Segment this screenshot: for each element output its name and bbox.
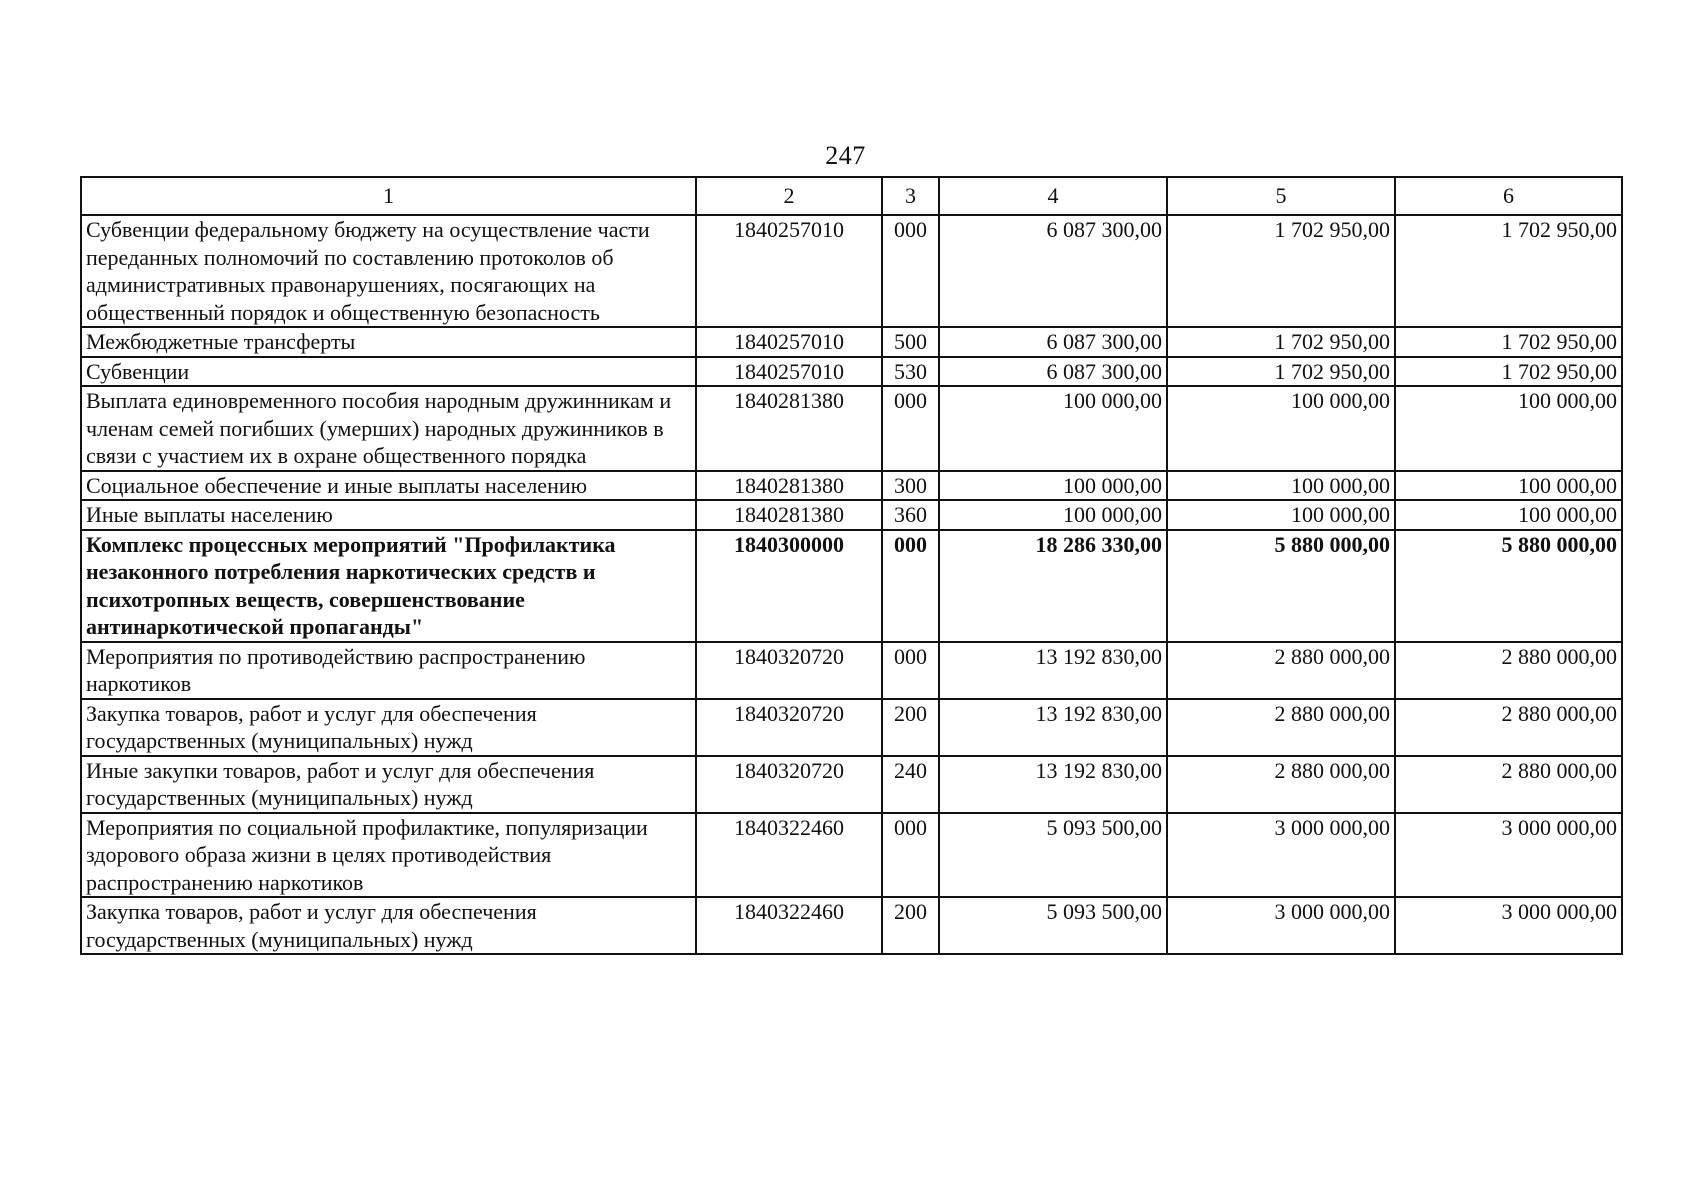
row-amount-3-cell: 3 000 000,00 [1395, 813, 1622, 898]
table-row [81, 642, 1622, 699]
row-amount-2-cell: 2 880 000,00 [1167, 756, 1395, 813]
row-code-cell: 1840257010 [696, 357, 882, 387]
row-amount-1-cell: 6 087 300,00 [939, 215, 1167, 327]
row-expense-type-cell: 000 [882, 530, 939, 642]
table-body [81, 215, 1622, 954]
row-name-cell: Закупка товаров, работ и услуг для обеспечения государственных (муниципальных) нужд [81, 897, 696, 954]
row-code-cell: 1840322460 [696, 897, 882, 954]
table-row [81, 813, 1622, 898]
row-amount-1-cell: 6 087 300,00 [939, 327, 1167, 357]
row-code-cell: 1840281380 [696, 471, 882, 501]
row-name-cell: Социальное обеспечение и иные выплаты населению [81, 471, 696, 501]
row-amount-1-cell: 5 093 500,00 [939, 813, 1167, 898]
row-amount-2-cell: 1 702 950,00 [1167, 215, 1395, 327]
row-name-cell: Комплекс процессных мероприятий "Профилактика незаконного потребления наркотических средств и психотропных веществ, совершенствование антинаркотической пропаганды" [81, 530, 696, 642]
table-row [81, 386, 1622, 471]
row-name-cell: Закупка товаров, работ и услуг для обеспечения государственных (муниципальных) нужд [81, 699, 696, 756]
budget-table [80, 176, 1623, 955]
row-amount-1-cell: 13 192 830,00 [939, 756, 1167, 813]
row-expense-type-cell: 200 [882, 699, 939, 756]
page-number: 247 [825, 141, 866, 170]
row-name-cell: Межбюджетные трансферты [81, 327, 696, 357]
table-row [81, 327, 1622, 357]
row-code-cell: 1840320720 [696, 756, 882, 813]
table-row [81, 699, 1622, 756]
row-amount-2-cell: 2 880 000,00 [1167, 699, 1395, 756]
row-amount-2-cell: 100 000,00 [1167, 500, 1395, 530]
row-code-cell: 1840281380 [696, 386, 882, 471]
row-expense-type-cell: 300 [882, 471, 939, 501]
row-amount-3-cell: 100 000,00 [1395, 500, 1622, 530]
table-row [81, 897, 1622, 954]
row-amount-2-cell: 3 000 000,00 [1167, 813, 1395, 898]
row-amount-1-cell: 18 286 330,00 [939, 530, 1167, 642]
row-expense-type-cell: 360 [882, 500, 939, 530]
row-code-cell: 1840320720 [696, 642, 882, 699]
row-code-cell: 1840257010 [696, 215, 882, 327]
row-name-cell: Субвенции федеральному бюджету на осуществление части переданных полномочий по составлению протоколов об административных правонарушениях, посягающих на общественный порядок и общественную безопасность [81, 215, 696, 327]
row-amount-3-cell: 2 880 000,00 [1395, 756, 1622, 813]
column-header-3: 3 [882, 177, 939, 215]
row-amount-1-cell: 6 087 300,00 [939, 357, 1167, 387]
row-code-cell: 1840257010 [696, 327, 882, 357]
row-code-cell: 1840300000 [696, 530, 882, 642]
row-amount-2-cell: 1 702 950,00 [1167, 357, 1395, 387]
row-name-cell: Мероприятия по противодействию распространению наркотиков [81, 642, 696, 699]
table-header-row [81, 177, 1622, 215]
row-amount-3-cell: 100 000,00 [1395, 386, 1622, 471]
row-name-cell: Иные закупки товаров, работ и услуг для обеспечения государственных (муниципальных) нужд [81, 756, 696, 813]
row-amount-2-cell: 5 880 000,00 [1167, 530, 1395, 642]
column-header-6: 6 [1395, 177, 1622, 215]
row-amount-1-cell: 100 000,00 [939, 500, 1167, 530]
row-expense-type-cell: 500 [882, 327, 939, 357]
row-amount-3-cell: 1 702 950,00 [1395, 215, 1622, 327]
table-row [81, 471, 1622, 501]
row-amount-1-cell: 100 000,00 [939, 471, 1167, 501]
row-amount-3-cell: 1 702 950,00 [1395, 327, 1622, 357]
row-expense-type-cell: 200 [882, 897, 939, 954]
row-expense-type-cell: 240 [882, 756, 939, 813]
row-amount-1-cell: 13 192 830,00 [939, 642, 1167, 699]
row-amount-1-cell: 5 093 500,00 [939, 897, 1167, 954]
row-amount-3-cell: 2 880 000,00 [1395, 642, 1622, 699]
row-name-cell: Иные выплаты населению [81, 500, 696, 530]
row-expense-type-cell: 000 [882, 813, 939, 898]
table-row [81, 500, 1622, 530]
row-amount-3-cell: 1 702 950,00 [1395, 357, 1622, 387]
row-name-cell: Мероприятия по социальной профилактике, популяризации здорового образа жизни в целях противодействия распространению наркотиков [81, 813, 696, 898]
table-row [81, 215, 1622, 327]
row-amount-2-cell: 1 702 950,00 [1167, 327, 1395, 357]
table-row [81, 530, 1622, 642]
row-code-cell: 1840322460 [696, 813, 882, 898]
row-amount-3-cell: 5 880 000,00 [1395, 530, 1622, 642]
column-header-1: 1 [81, 177, 696, 215]
row-amount-3-cell: 3 000 000,00 [1395, 897, 1622, 954]
row-expense-type-cell: 000 [882, 386, 939, 471]
row-code-cell: 1840320720 [696, 699, 882, 756]
row-expense-type-cell: 530 [882, 357, 939, 387]
table-row [81, 756, 1622, 813]
row-name-cell: Субвенции [81, 357, 696, 387]
row-amount-2-cell: 3 000 000,00 [1167, 897, 1395, 954]
row-name-cell: Выплата единовременного пособия народным дружинникам и членам семей погибших (умерших) народных дружинников в связи с участием их в охране общественного порядка [81, 386, 696, 471]
table-row [81, 357, 1622, 387]
column-header-5: 5 [1167, 177, 1395, 215]
row-code-cell: 1840281380 [696, 500, 882, 530]
row-amount-2-cell: 2 880 000,00 [1167, 642, 1395, 699]
row-amount-3-cell: 2 880 000,00 [1395, 699, 1622, 756]
row-amount-3-cell: 100 000,00 [1395, 471, 1622, 501]
column-header-2: 2 [696, 177, 882, 215]
row-amount-2-cell: 100 000,00 [1167, 386, 1395, 471]
column-header-4: 4 [939, 177, 1167, 215]
row-expense-type-cell: 000 [882, 215, 939, 327]
row-amount-1-cell: 100 000,00 [939, 386, 1167, 471]
row-expense-type-cell: 000 [882, 642, 939, 699]
row-amount-2-cell: 100 000,00 [1167, 471, 1395, 501]
row-amount-1-cell: 13 192 830,00 [939, 699, 1167, 756]
